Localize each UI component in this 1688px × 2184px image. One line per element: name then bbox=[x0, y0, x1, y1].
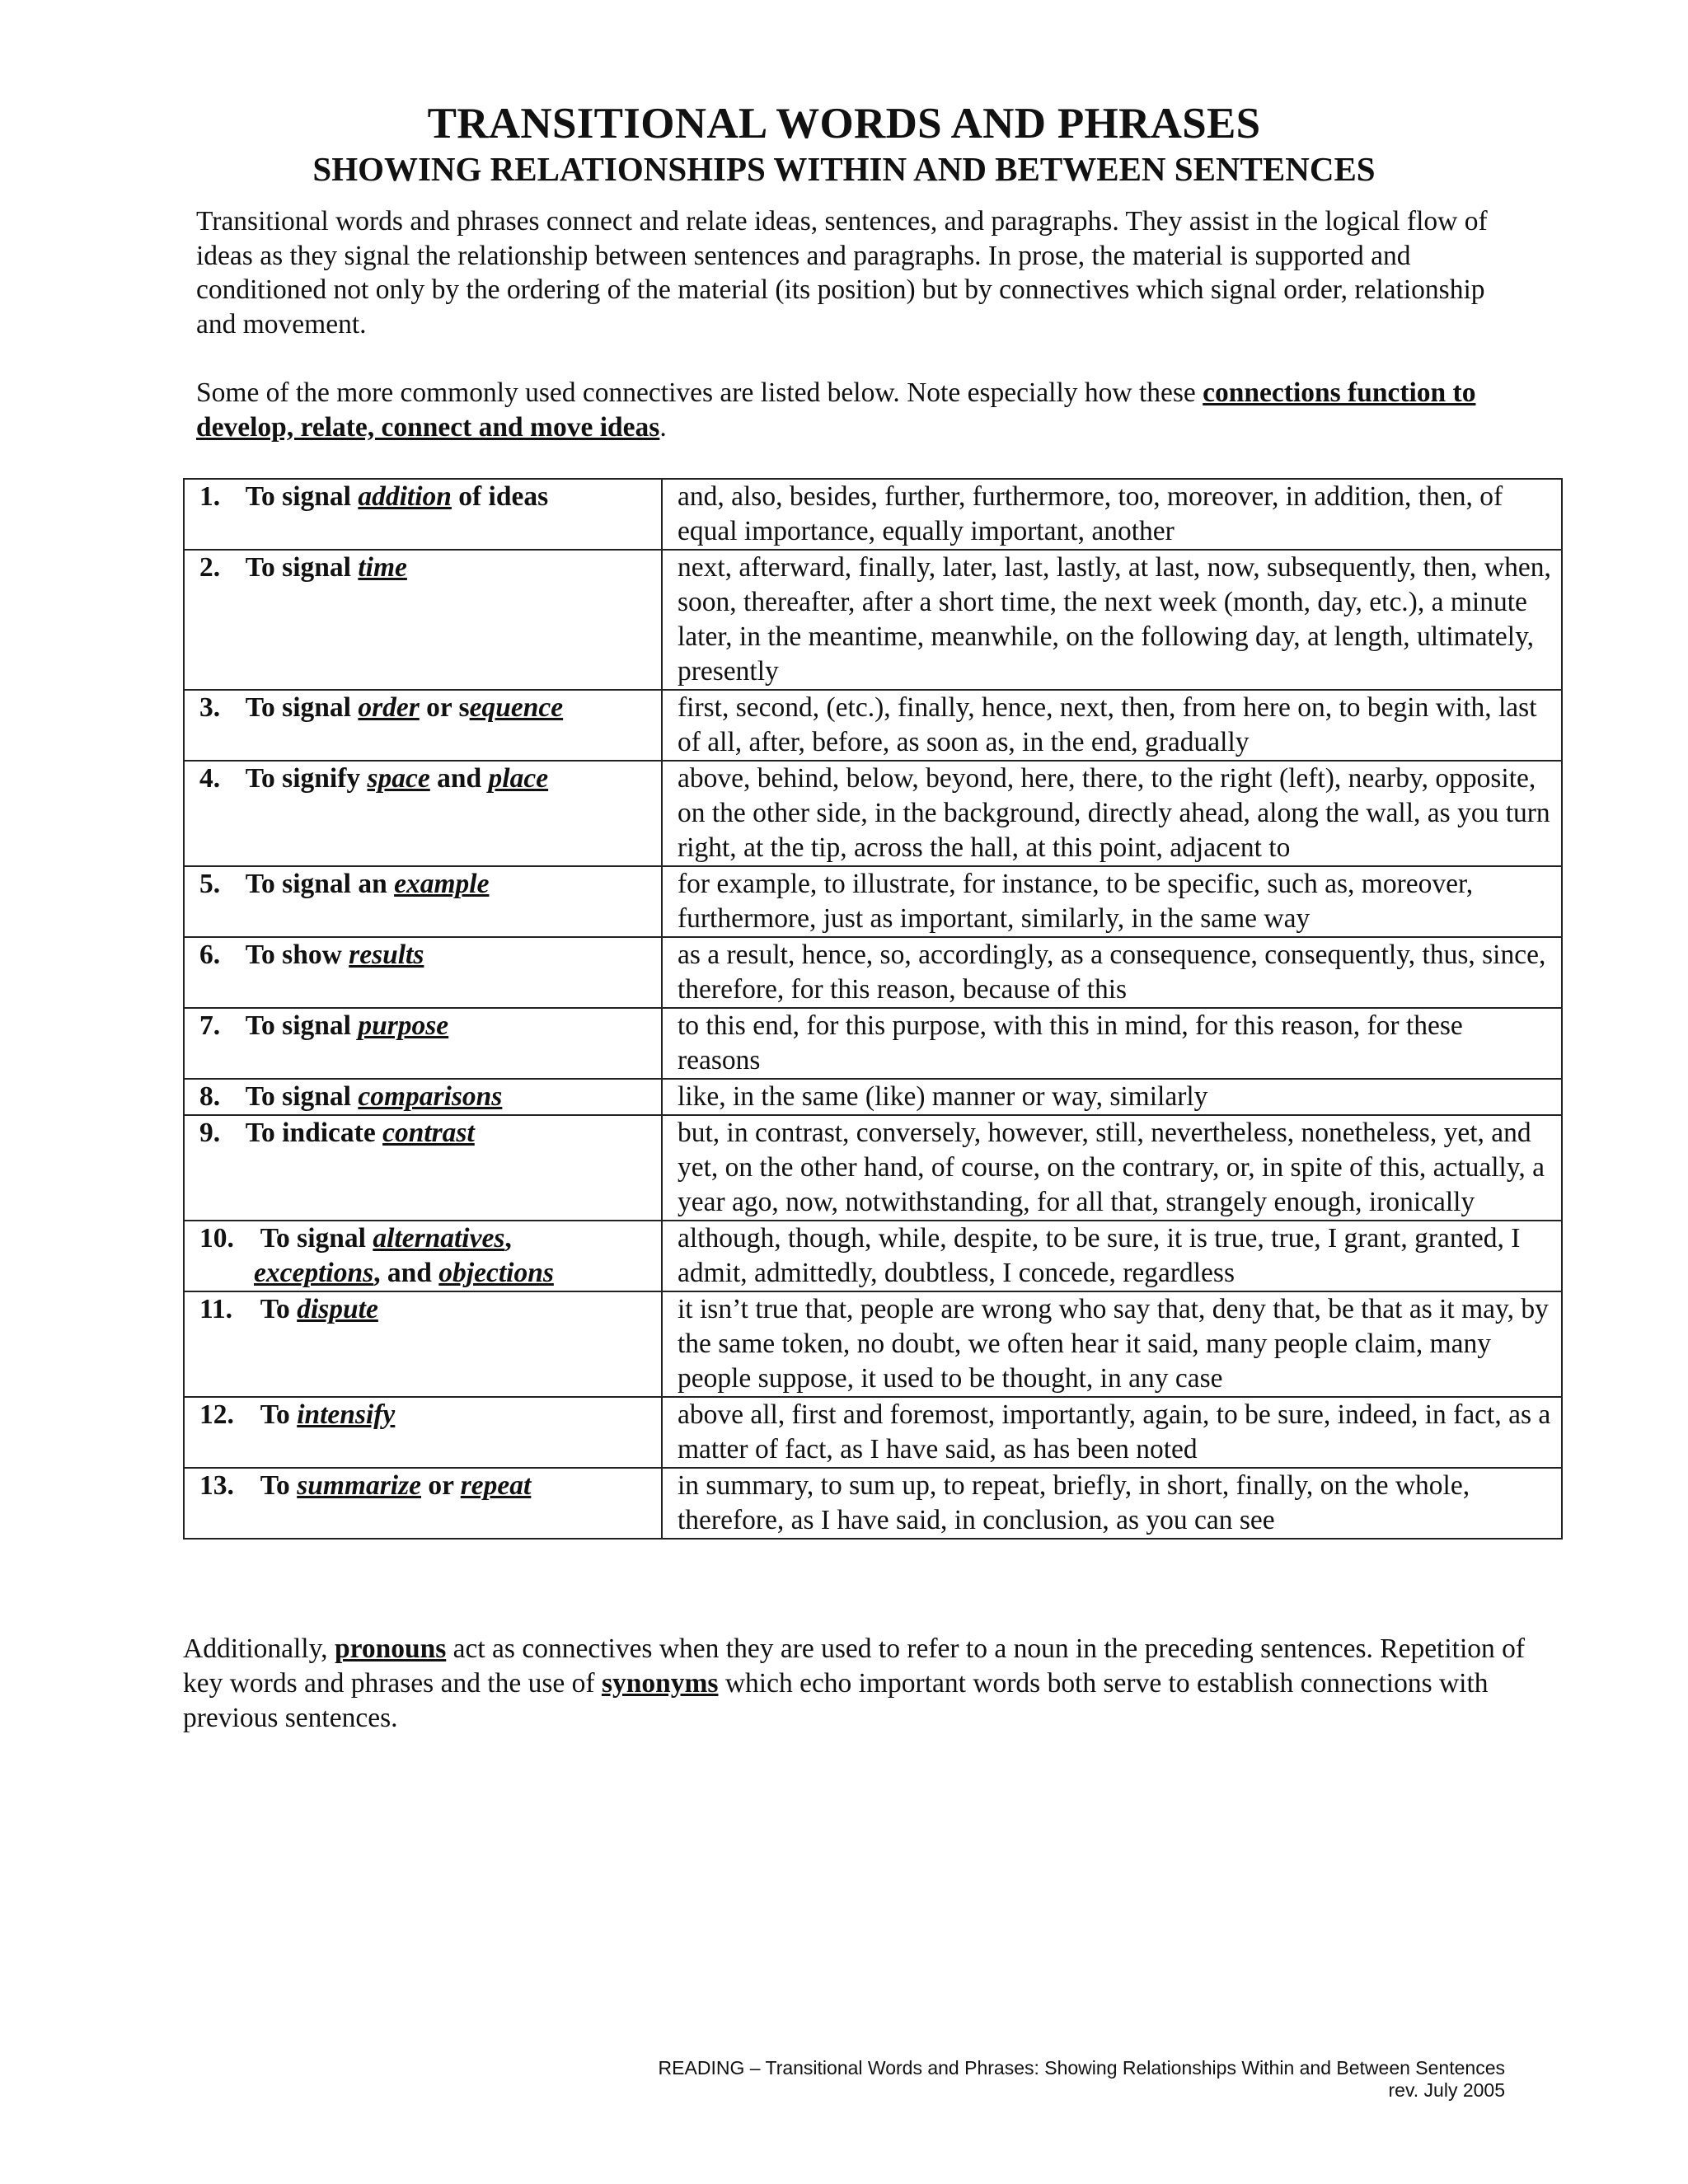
connectives-cell: but, in contrast, conversely, however, still, nevertheless, nonetheless, yet, and yet, on the other hand, of course, on the contrary, or, in spite of this, actually, a year ago, now, notwithstanding, for all that, strangely enough, ironically bbox=[662, 1115, 1562, 1221]
table-row bbox=[184, 690, 1562, 761]
keyword: repeat bbox=[460, 1470, 532, 1501]
table-row bbox=[184, 1221, 1562, 1291]
table-row bbox=[184, 761, 1562, 866]
note-paragraph bbox=[196, 376, 1515, 444]
keyword: objections bbox=[438, 1258, 554, 1288]
purpose-cell bbox=[184, 690, 662, 761]
connectives-cell: above, behind, below, beyond, here, there, to the right (left), nearby, opposite, on the other side, in the background, directly ahead, along the wall, as you turn right, at the tip, across the hall, at this point, adjacent to bbox=[662, 761, 1562, 866]
pronouns-term: pronouns bbox=[334, 1633, 447, 1664]
keyword: contrast bbox=[382, 1118, 475, 1148]
purpose-text: To signal bbox=[245, 1081, 359, 1112]
row-number: 12. bbox=[199, 1399, 234, 1430]
purpose-cell bbox=[184, 1397, 662, 1468]
connectives-cell: in summary, to sum up, to repeat, briefly, in short, finally, on the whole, therefore, as I have said, in conclusion, as you can see bbox=[662, 1468, 1562, 1539]
connectives-cell: like, in the same (like) manner or way, similarly bbox=[662, 1079, 1562, 1115]
table-row bbox=[184, 550, 1562, 690]
connectives-table bbox=[183, 478, 1563, 1540]
purpose-continuation bbox=[199, 1256, 651, 1291]
connectives-cell: to this end, for this purpose, with this in mind, for this reason, for these reasons bbox=[662, 1008, 1562, 1079]
purpose-cell bbox=[184, 761, 662, 866]
page-footer bbox=[659, 2057, 1505, 2102]
purpose-text: , and bbox=[373, 1258, 439, 1288]
connectives-cell: for example, to illustrate, for instance, to be specific, such as, moreover, furthermore, just as important, similarly, in the same way bbox=[662, 866, 1562, 937]
keyword: order bbox=[358, 692, 420, 723]
keyword: results bbox=[349, 940, 424, 970]
table-row bbox=[184, 1291, 1562, 1397]
purpose-text: To signal bbox=[245, 481, 359, 512]
note-emphasis: connections function to develop, relate, connect and move ideas bbox=[196, 377, 1476, 443]
keyword: alternatives bbox=[373, 1223, 505, 1254]
purpose-text: To signal bbox=[260, 1223, 373, 1254]
keyword: time bbox=[358, 552, 407, 583]
connectives-cell: although, though, while, despite, to be sure, it is true, true, I grant, granted, I admit, admittedly, doubtless, I concede, regardless bbox=[662, 1221, 1562, 1291]
purpose-text: and bbox=[429, 763, 489, 794]
closing-paragraph bbox=[183, 1632, 1535, 1736]
note-lead: Some of the more commonly used connectives are listed below. Note especially how these bbox=[196, 377, 1203, 408]
keyword: example bbox=[394, 869, 490, 899]
closing-text: Additionally, bbox=[183, 1633, 335, 1664]
row-number: 7. bbox=[199, 1010, 221, 1041]
note-end: . bbox=[659, 411, 667, 443]
intro-paragraph: Transitional words and phrases connect and relate ideas, sentences, and paragraphs. They assist in the logical flow of ideas as they signal the relationship between sentences and paragraphs. In prose, the material is supported and conditioned not only by the ordering of the material (its position) but by connectives which signal order, relationship and movement. bbox=[196, 206, 1488, 340]
row-number: 1. bbox=[199, 481, 221, 512]
connectives-cell: first, second, (etc.), finally, hence, next, then, from here on, to begin with, last of all, after, before, as soon as, in the end, gradually bbox=[662, 690, 1562, 761]
keyword: place bbox=[488, 763, 549, 794]
row-number: 5. bbox=[199, 869, 221, 899]
connectives-cell: and, also, besides, further, furthermore, too, moreover, in addition, then, of equal importance, equally important, another bbox=[662, 479, 1562, 550]
purpose-text: of ideas bbox=[451, 481, 549, 512]
connectives-cell: next, afterward, finally, later, last, lastly, at last, now, subsequently, then, when, soon, thereafter, after a short time, the next week (month, day, etc.), a minute later, in the meantime, meanwhile, on the following day, at length, ultimately, presently bbox=[662, 550, 1562, 690]
purpose-cell bbox=[184, 479, 662, 550]
purpose-text: To bbox=[260, 1399, 298, 1430]
row-number: 6. bbox=[199, 940, 221, 970]
row-number: 8. bbox=[199, 1081, 221, 1112]
closing-text: act as connectives when they are used to refer to a noun in the preceding sentences. Repetition of key words and phrases and the use of bbox=[183, 1633, 1526, 1699]
purpose-text: To signal an bbox=[245, 869, 395, 899]
table-row bbox=[184, 1079, 1562, 1115]
keyword: summarize bbox=[297, 1470, 421, 1501]
row-number: 10. bbox=[199, 1223, 234, 1254]
purpose-text: To show bbox=[245, 940, 349, 970]
purpose-text: To indicate bbox=[245, 1118, 383, 1148]
row-number: 13. bbox=[199, 1470, 234, 1501]
purpose-cell bbox=[184, 1079, 662, 1115]
purpose-text: To signal bbox=[245, 552, 359, 583]
connectives-cell: above all, first and foremost, importantly, again, to be sure, indeed, in fact, as a matter of fact, as I have said, as has been noted bbox=[662, 1397, 1562, 1468]
purpose-cell bbox=[184, 866, 662, 937]
keyword: exceptions bbox=[254, 1258, 374, 1288]
keyword: intensify bbox=[297, 1399, 396, 1430]
purpose-text: or bbox=[420, 1470, 461, 1501]
table-row bbox=[184, 1468, 1562, 1539]
footer-line: READING – Transitional Words and Phrases: Showing Relationships Within and Between Sentences bbox=[658, 2057, 1505, 2079]
purpose-cell bbox=[184, 1221, 662, 1291]
footer-revision: rev. July 2005 bbox=[1388, 2079, 1505, 2101]
purpose-text: To signify bbox=[245, 763, 368, 794]
purpose-text: To bbox=[260, 1294, 298, 1324]
purpose-text: , bbox=[504, 1223, 512, 1254]
purpose-cell bbox=[184, 937, 662, 1008]
table-row bbox=[184, 479, 1562, 550]
table-row bbox=[184, 1115, 1562, 1221]
connectives-cell: as a result, hence, so, accordingly, as a consequence, consequently, thus, since, therefore, for this reason, because of this bbox=[662, 937, 1562, 1008]
connectives-cell: it isn’t true that, people are wrong who say that, deny that, be that as it may, by the same token, no doubt, we often hear it said, many people claim, many people suppose, it used to be thought, in any case bbox=[662, 1291, 1562, 1397]
table-row bbox=[184, 1008, 1562, 1079]
keyword: dispute bbox=[297, 1294, 378, 1324]
page-title: TRANSITIONAL WORDS AND PHRASES bbox=[427, 100, 1261, 148]
keyword: equence bbox=[469, 692, 564, 723]
synonyms-term: synonyms bbox=[601, 1668, 719, 1699]
purpose-cell bbox=[184, 1008, 662, 1079]
row-number: 3. bbox=[199, 692, 221, 723]
row-number: 4. bbox=[199, 763, 221, 794]
purpose-text: To signal bbox=[245, 692, 359, 723]
purpose-text: or s bbox=[419, 692, 470, 723]
purpose-cell bbox=[184, 1115, 662, 1221]
keyword: purpose bbox=[358, 1010, 449, 1041]
keyword: comparisons bbox=[358, 1081, 503, 1112]
purpose-cell bbox=[184, 1468, 662, 1539]
row-number: 11. bbox=[199, 1294, 233, 1324]
purpose-text: To signal bbox=[245, 1010, 359, 1041]
keyword: addition bbox=[358, 481, 452, 512]
table-row bbox=[184, 1397, 1562, 1468]
purpose-cell bbox=[184, 1291, 662, 1397]
table-row bbox=[184, 866, 1562, 937]
purpose-text: To bbox=[260, 1470, 298, 1501]
row-number: 2. bbox=[199, 552, 221, 583]
page-subtitle: SHOWING RELATIONSHIPS WITHIN AND BETWEEN SENTENCES bbox=[312, 150, 1376, 188]
closing-text: which echo important words both serve to establish connections with previous sentences. bbox=[183, 1668, 1489, 1733]
row-number: 9. bbox=[199, 1118, 221, 1148]
purpose-cell bbox=[184, 550, 662, 690]
table-row bbox=[184, 937, 1562, 1008]
keyword: space bbox=[367, 763, 430, 794]
